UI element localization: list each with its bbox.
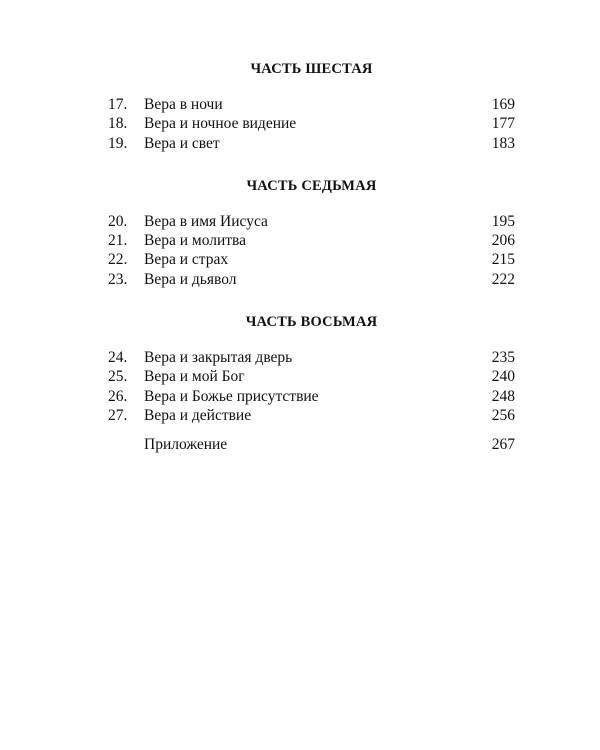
toc-entry (108, 114, 515, 133)
toc-entry-appendix (108, 435, 515, 454)
chapter-number: 17. (108, 96, 128, 113)
toc-entry (108, 212, 515, 231)
table-of-contents (108, 58, 515, 477)
chapter-title: Вера и молитва (144, 232, 247, 250)
chapter-title: Вера и свет (144, 134, 220, 152)
chapter-number: 25. (108, 368, 128, 386)
page-number: 177 (491, 115, 515, 133)
toc-entry (108, 387, 515, 406)
page-number: 195 (491, 212, 515, 230)
chapter-number: 20. (108, 212, 128, 230)
page-number: 267 (491, 436, 515, 454)
page-number: 256 (491, 406, 515, 424)
chapter-title: Вера и закрытая дверь (144, 349, 293, 367)
part-heading: ЧАСТЬ ВОСЬМАЯ (245, 314, 378, 331)
appendix-title: Приложение (144, 436, 228, 454)
chapter-number: 22. (108, 251, 128, 269)
chapter-number: 26. (108, 387, 128, 405)
toc-entry (108, 231, 515, 250)
chapter-number: 27. (108, 406, 128, 424)
toc-entries (108, 95, 515, 153)
toc-section-part-seven (108, 175, 515, 289)
toc-entry (108, 270, 515, 289)
chapter-title: Вера в ночи (144, 96, 223, 113)
page-number: 206 (491, 232, 515, 250)
page-number: 169 (491, 96, 515, 113)
part-heading: ЧАСТЬ СЕДЬМАЯ (246, 177, 377, 194)
page-number: 240 (491, 368, 515, 386)
chapter-title: Вера в имя Иисуса (144, 212, 268, 230)
chapter-number: 19. (108, 134, 128, 152)
chapter-title: Вера и мой Бог (144, 368, 245, 386)
toc-entry (108, 95, 515, 114)
toc-section-part-eight (108, 311, 515, 454)
page-number: 248 (491, 387, 515, 405)
toc-entries (108, 212, 515, 289)
chapter-title: Вера и страх (144, 251, 229, 269)
chapter-title: Вера и Божье присутствие (144, 387, 319, 405)
page-number: 183 (491, 134, 515, 152)
chapter-title: Вера и ночное видение (144, 115, 297, 133)
page-number: 235 (491, 349, 515, 367)
page-number: 215 (491, 251, 515, 269)
chapter-title: Вера и действие (144, 406, 252, 424)
page-number: 222 (491, 270, 515, 288)
toc-entries (108, 348, 515, 454)
chapter-title: Вера и дьявол (144, 270, 237, 288)
toc-entry (108, 348, 515, 367)
toc-entry (108, 406, 515, 425)
chapter-number: 23. (108, 270, 128, 288)
toc-section-part-six (108, 58, 515, 153)
part-heading: ЧАСТЬ ШЕСТАЯ (250, 61, 373, 77)
toc-entry (108, 367, 515, 386)
chapter-number: 18. (108, 115, 128, 133)
toc-entry (108, 250, 515, 269)
chapter-number: 24. (108, 349, 128, 367)
chapter-number: 21. (108, 232, 128, 250)
toc-entry (108, 134, 515, 153)
